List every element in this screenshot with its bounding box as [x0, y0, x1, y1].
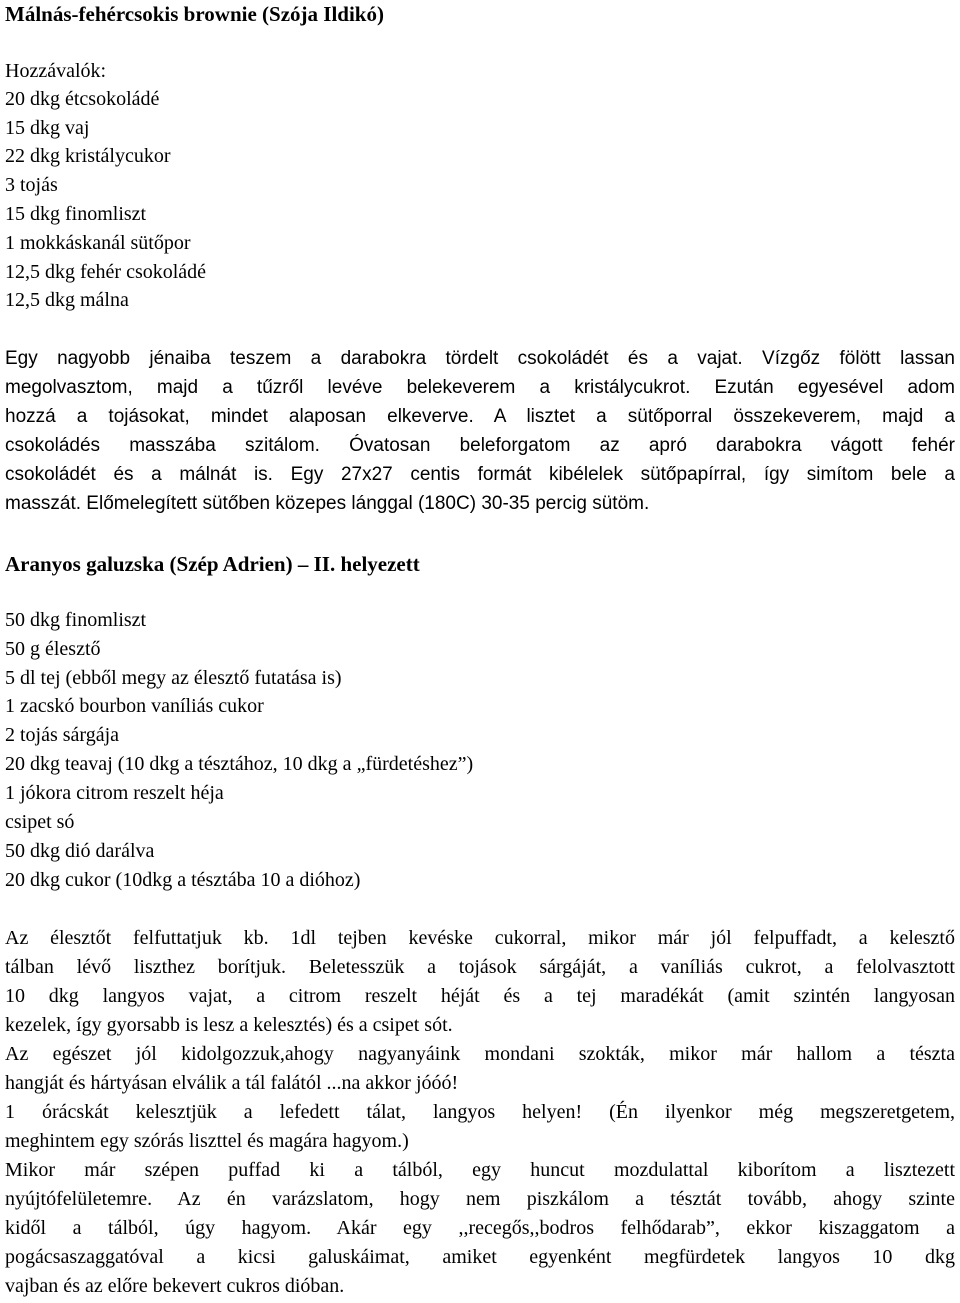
ingredient-item: 22 dkg kristálycukor — [5, 145, 171, 167]
ingredient-item: 50 dkg finomliszt — [5, 609, 147, 631]
method-line: Az egészet jól kidolgozzuk,ahogy nagyanyáink mondani szokták, mikor már hallom a tészta — [5, 1043, 955, 1065]
ingredient-item: 20 dkg étcsokoládé — [5, 88, 160, 110]
method-line: Az élesztőt felfuttatjuk kb. 1dl tejben kevéske cukorral, mikor már jól felpuffadt, a kelesztő — [5, 927, 955, 949]
method-line: csokoládét és a málnát is. Egy 27x27 centis formát kibélelek sütőpapírral, így simítom bele a — [5, 464, 955, 485]
method-line: kezelek, így gyorsabb is lesz a kelesztés) és a csipet sót. — [5, 1014, 453, 1036]
ingredient-item: 50 g élesztő — [5, 638, 101, 660]
method-line: Egy nagyobb jénaiba teszem a darabokra tördelt csokoládét és a vajat. Vízgőz fölött lassan — [5, 348, 955, 369]
method-line: tálban lévő liszthez borítjuk. Beletesszük a tojások sárgáját, a vaníliás cukrot, a felolvasztott — [5, 956, 955, 978]
method-line: pogácsaszaggatóval a kicsi galuskáimat, amiket egyenként megfürdetek langyos 10 dkg — [5, 1246, 955, 1268]
ingredient-item: 50 dkg dió darálva — [5, 840, 155, 862]
method-line: 1 órácskát kelesztjük a lefedett tálat, langyos helyen! (Én ilyenkor még megszeretgetem, — [5, 1101, 955, 1123]
recipe-1-title: Málnás-fehércsokis brownie (Szója Ildikó) — [5, 2, 384, 26]
method-line: kidől a tálból, úgy hagyom. Akár egy ,,recegős,,bodros felhődarab”, ekkor kiszaggatom a — [5, 1217, 955, 1239]
method-line: hangját és hártyásan elválik a tál falától ...na akkor jóóó! — [5, 1072, 459, 1094]
ingredient-item: 20 dkg teavaj (10 dkg a tésztához, 10 dkg a „fürdetéshez”) — [5, 753, 474, 775]
ingredient-item: 20 dkg cukor (10dkg a tésztába 10 a dióhoz) — [5, 869, 361, 891]
recipe-2-title: Aranyos galuzska (Szép Adrien) – II. helyezett — [5, 552, 420, 576]
method-line: vajban és az előre bekevert cukros dióban. — [5, 1275, 345, 1297]
method-line: Mikor már szépen puffad ki a tálból, egy huncut mozdulattal kiborítom a lisztezett — [5, 1159, 955, 1181]
ingredient-item: 12,5 dkg málna — [5, 289, 129, 311]
ingredients-heading: Hozzávalók: — [5, 60, 107, 82]
ingredient-item: 2 tojás sárgája — [5, 724, 120, 746]
method-line: megolvasztom, majd a tűzről levéve belekeverem a kristálycukrot. Ezután egyesével adom — [5, 377, 955, 398]
ingredient-item: 1 mokkáskanál sütőpor — [5, 232, 191, 254]
ingredient-item: 15 dkg finomliszt — [5, 203, 147, 225]
ingredient-item: 5 dl tej (ebből megy az élesztő futatása is) — [5, 667, 342, 689]
method-line: csokoládés masszába szitálom. Óvatosan beleforgatom az apró darabokra vágott fehér — [5, 435, 955, 456]
ingredient-item: 1 zacskó bourbon vaníliás cukor — [5, 695, 264, 717]
method-line: hozzá a tojásokat, mindet alaposan elkeverve. A lisztet a sütőporral összekeverem, majd a — [5, 406, 955, 427]
ingredient-item: csipet só — [5, 811, 75, 833]
method-line: meghintem egy szórás liszttel és magára hagyom.) — [5, 1130, 409, 1152]
method-line: 10 dkg langyos vajat, a citrom reszelt héját és a tej maradékát (amit szintén langyosan — [5, 985, 955, 1007]
ingredient-item: 1 jókora citrom reszelt héja — [5, 782, 224, 804]
ingredient-item: 12,5 dkg fehér csokoládé — [5, 261, 207, 283]
ingredient-item: 3 tojás — [5, 174, 58, 196]
method-line: masszát. Előmelegített sütőben közepes lánggal (180C) 30-35 percig sütöm. — [5, 493, 650, 514]
ingredient-item: 15 dkg vaj — [5, 117, 90, 139]
method-line: nyújtófelületemre. Az én varázslatom, hogy nem piszkálom a tésztát tovább, ahogy szinte — [5, 1188, 955, 1210]
